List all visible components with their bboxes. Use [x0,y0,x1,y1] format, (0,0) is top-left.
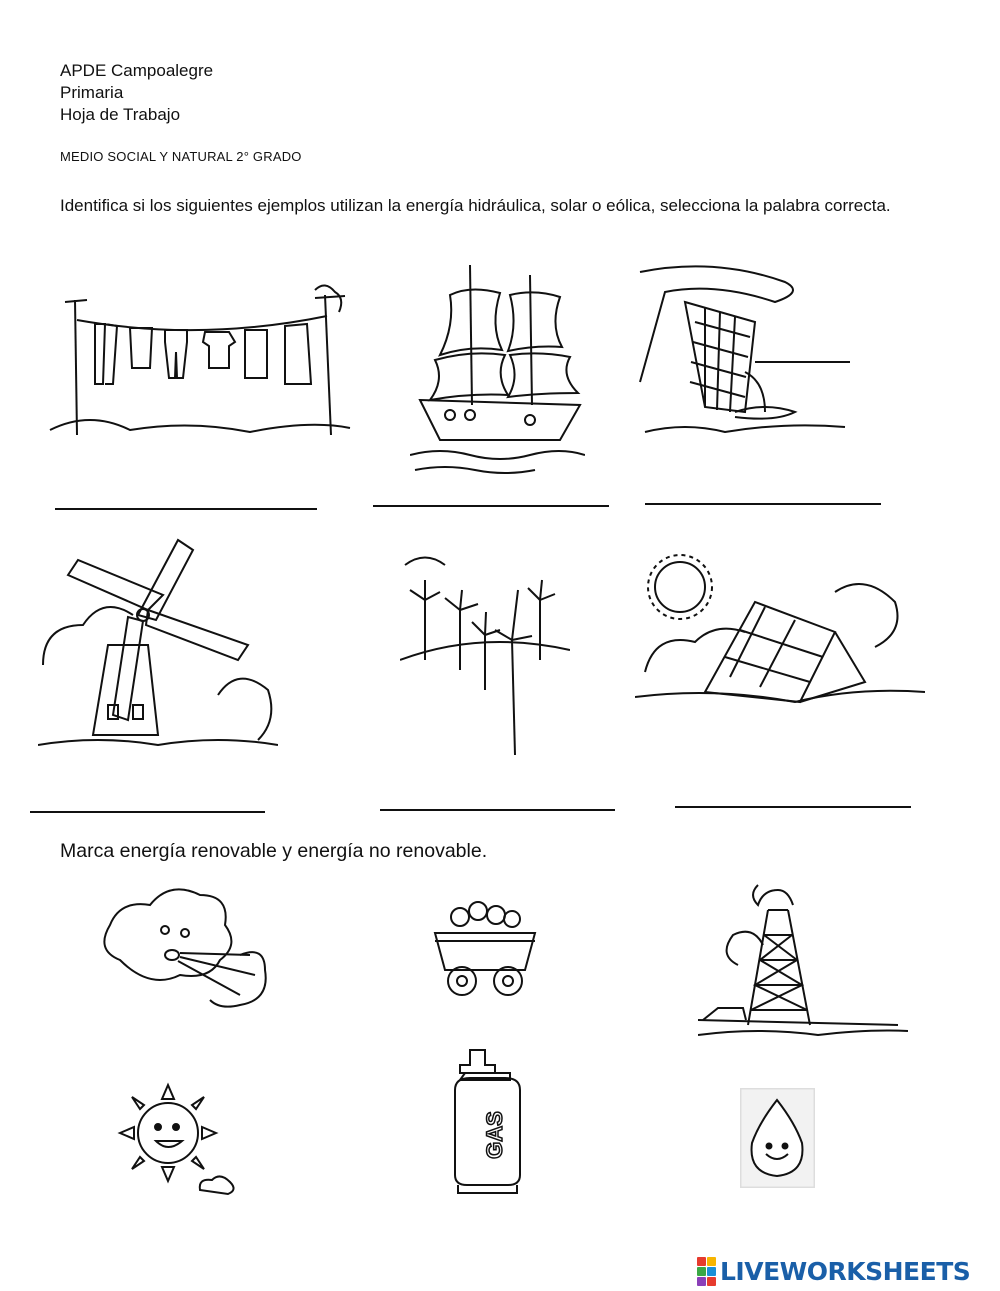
answer-line[interactable] [380,809,615,811]
logo-mark-icon [697,1257,716,1286]
instruction-renewable: Marca energía renovable y energía no renovable. [60,840,488,862]
coal-cart-icon[interactable] [430,895,545,1000]
school-name: APDE Campoalegre [60,61,214,80]
wind-turbines-icon [400,550,570,760]
instruction-energy-type: Identifica si los siguientes ejemplos utilizan la energía hidráulica, solar o eólica, selecciona la palabra correcta. [60,196,891,215]
answer-line[interactable] [55,508,317,510]
gas-cylinder-icon[interactable] [440,1045,530,1195]
wind-cloud-icon[interactable] [100,885,270,1015]
sailboat-icon [410,255,585,475]
answer-line[interactable] [675,806,911,808]
windmill-icon [38,535,278,750]
answer-line[interactable] [373,505,609,507]
solar-panel-icon [635,552,925,707]
oil-derrick-icon[interactable] [698,880,908,1040]
answer-line[interactable] [30,811,265,813]
dam-icon [635,262,855,442]
liveworksheets-logo [697,1256,970,1286]
logo-text: LIVEWORKSHEETS [720,1256,971,1286]
water-drop-icon[interactable] [740,1088,815,1188]
subject-title: MEDIO SOCIAL Y NATURAL 2° GRADO [60,149,302,164]
sun-icon[interactable] [110,1075,240,1200]
clothesline-icon [45,280,355,440]
gas-label: GAS [482,1111,507,1159]
answer-line[interactable] [645,503,881,505]
sheet-title: Hoja de Trabajo [60,105,181,124]
school-level: Primaria [60,83,124,102]
